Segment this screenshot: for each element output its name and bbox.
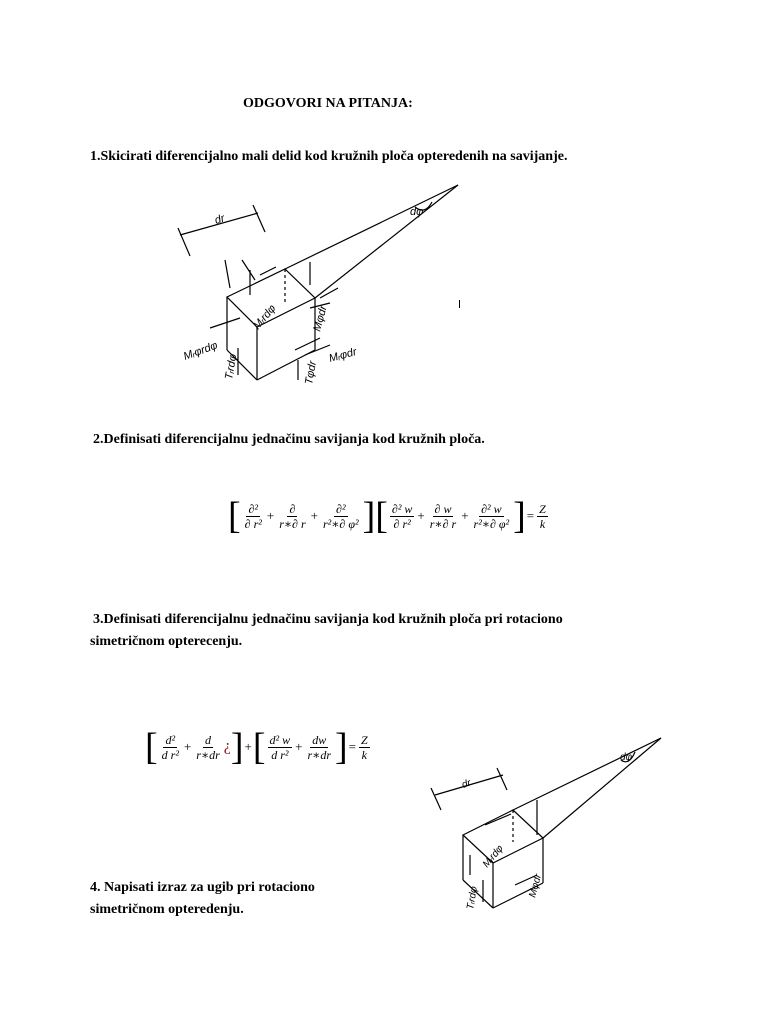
eq1-r2dphi2: r²∗∂ φ² [322,516,359,531]
eq2-d2w: d² w [269,732,291,747]
question-4-line-2: simetričnom opteredenju. [90,902,244,917]
eq1-k: k [539,516,546,531]
eq1-dw: ∂ w [434,501,452,516]
eq1-d2w: ∂² w [391,501,413,516]
eq2-plus-1: + [183,739,192,754]
eq2-equals: = [348,739,356,754]
fig1-tphi-label: Tφdr [303,360,320,386]
eq2-plus-2: + [244,739,252,754]
plate-element-diagram-1 [170,180,470,400]
fig1-mr-label: Mᵣrdφ [251,302,279,332]
fig2-mphi-label: Mφdr [527,872,545,899]
eq2-dr2: d r² [161,747,179,762]
question-3-line-1: 3.Definisati diferencijalnu jednačinu savijanja kod kružnih ploča pri rotaciono [93,612,563,627]
fig2-tr-label: Tᵣrdφ [465,885,481,911]
page-title: ODGOVORI NA PITANJA: [243,96,413,111]
eq2-rdr-b: r∗dr [307,747,331,762]
eq1-d2w-b: ∂² w [481,501,502,516]
equation-1: [ $\frac{\text{∂²}}{\text{∂ r²}}$ + $\frac{\partial}{r∗\partial r}$ + $\frac{\text{∂²}}{\text{r²∗∂ φ²}}$ ][ $\frac{\text{∂² w}}{\text{∂ r²}}$ + $\frac{\partial w}{r∗\partial r}$ + $\frac{\text{∂² w}}{\text{r²∗∂ φ²}}$ ]= $\frac{Z}{k}$ [228,495,546,537]
eq2-junk-char: ¿ [223,737,231,755]
stray-mark [459,300,460,308]
eq1-z: Z [539,501,546,516]
eq2-dr2-b: d r² [271,747,289,762]
eq2-dw: dw [312,732,327,747]
eq2-d: d [205,732,212,747]
question-1: 1.Skicirati diferencijalno mali delid kod kružnih ploča opteredenih na savijanje. [90,149,568,164]
eq1-d: ∂ [289,501,296,516]
equation-2: [ $\frac{\text{d²}}{\text{d r²}}$ + $\frac{d}{r∗dr}$ ¿]+[ $\frac{\text{d² w}}{\text{d r²}}$ + $\frac{dw}{r∗dr}$ ]= $\frac{Z}{k}$ [145,726,368,768]
eq1-d2: ∂² [248,501,259,516]
fig1-dphi-label: dφ [410,206,424,218]
plate-element-diagram-2 [425,730,665,930]
eq1-plus-4: + [461,508,469,523]
question-4-line-1: 4. Napisati izraz za ugib pri rotaciono [90,880,315,895]
eq1-d2-b: ∂² [336,501,346,516]
fig1-dr-label: dr [213,212,227,227]
fig1-tr-label: Tᵣrdφ [223,353,240,381]
eq1-plus-3: + [417,508,425,523]
eq1-equals: = [526,508,535,523]
question-3-line-2: simetričnom opterecenju. [90,634,243,649]
fig2-mr-label: Mᵣrdφ [480,843,506,870]
eq2-k: k [361,747,367,762]
eq1-plus-2: + [310,508,318,523]
eq1-rdr-b: r∗∂ r [429,516,457,531]
fig1-mrphi-label: Mᵣφrdφ [181,339,220,363]
eq2-plus-3: + [295,739,303,754]
question-2: 2.Definisati diferencijalnu jednačinu savijanja kod kružnih ploča. [93,432,485,447]
fig2-dphi-label: dφ [620,752,633,763]
fig2-dr-label: dr [460,777,473,791]
fig1-mrphi-dr-label: Mᵣφdr [327,345,359,365]
eq2-d2: d² [165,732,176,747]
eq1-plus-1: + [266,508,275,523]
eq2-rdr: r∗dr [196,747,220,762]
eq1-rdr: r∗∂ r [279,516,306,531]
fig1-mphi-label: Mφdr [311,304,330,333]
eq1-r2dphi2-b: r²∗∂ φ² [473,516,510,531]
eq1-r2-b: ∂ r² [393,516,411,531]
eq2-z: Z [361,732,368,747]
eq1-r2: ∂ r² [244,516,262,531]
